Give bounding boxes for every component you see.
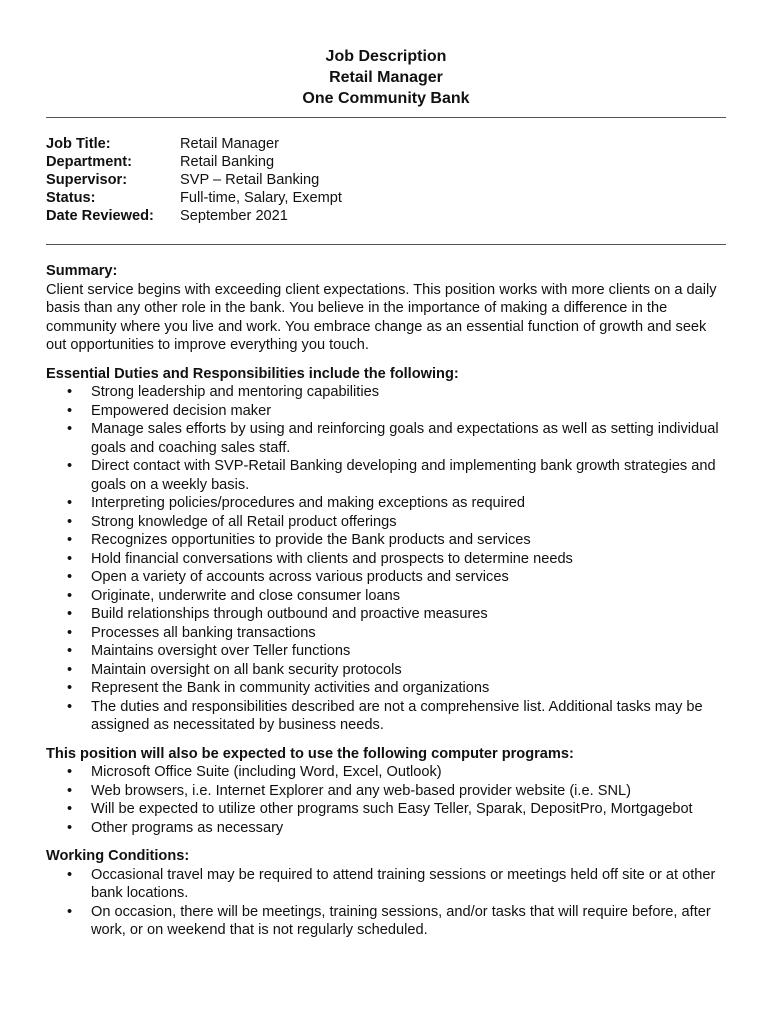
field-row-job-title: [46, 135, 726, 153]
field-value: SVP – Retail Banking: [180, 172, 320, 188]
programs-list: [46, 763, 726, 837]
list-item: • Strong knowledge of all Retail product offerings: [46, 513, 726, 532]
duties-section: [46, 365, 726, 735]
field-row-supervisor: [46, 171, 726, 189]
programs-section: [46, 745, 726, 838]
field-row-department: [46, 153, 726, 171]
list-item: • Maintains oversight over Teller functions: [46, 642, 726, 661]
list-item: • The duties and responsibilities described are not a comprehensive list. Additional tasks may be assigned as necessitated by business needs.: [46, 698, 726, 735]
list-item: • Recognizes opportunities to provide the Bank products and services: [46, 531, 726, 550]
list-item: • Occasional travel may be required to attend training sessions or meetings held off site or at other bank locations.: [46, 866, 726, 903]
bank-name: One Community Bank: [302, 90, 470, 107]
list-item: • Hold financial conversations with clients and prospects to determine needs: [46, 550, 726, 569]
field-value: Retail Manager: [180, 136, 279, 152]
duties-list: [46, 383, 726, 735]
position-title: Retail Manager: [329, 69, 443, 86]
field-label: Supervisor:: [46, 172, 128, 188]
field-row-status: [46, 189, 726, 207]
field-label: Job Title:: [46, 136, 111, 152]
list-item: • Other programs as necessary: [46, 819, 726, 838]
field-row-date-reviewed: [46, 207, 726, 225]
list-item: • Direct contact with SVP-Retail Banking developing and implementing bank growth strategies and goals on a weekly basis.: [46, 457, 726, 494]
duties-heading: Essential Duties and Responsibilities include the following:: [46, 365, 459, 382]
list-item: • Will be expected to utilize other programs such Easy Teller, Sparak, DepositPro, Mortgagebot: [46, 800, 726, 819]
conditions-section: [46, 847, 726, 940]
conditions-heading: Working Conditions:: [46, 848, 190, 864]
field-value: Full-time, Salary, Exempt: [180, 190, 342, 206]
list-item: • Web browsers, i.e. Internet Explorer and any web-based provider website (i.e. SNL): [46, 782, 726, 801]
list-item: • Represent the Bank in community activities and organizations: [46, 679, 726, 698]
summary-text: Client service begins with exceeding client expectations. This position works with more clients on a daily basis than any other role in the bank. You believe in the importance of making a difference in the community where you live and work. You embrace change as an essential function of growth and seek out opportunities to improve everything you touch.: [46, 281, 717, 353]
job-fields: [46, 135, 726, 225]
list-item: • Interpreting policies/procedures and making exceptions as required: [46, 494, 726, 513]
list-item: • Maintain oversight on all bank security protocols: [46, 661, 726, 680]
list-item: • Microsoft Office Suite (including Word, Excel, Outlook): [46, 763, 726, 782]
list-item: • Strong leadership and mentoring capabilities: [46, 383, 726, 402]
field-value: Retail Banking: [180, 154, 275, 170]
list-item: • Build relationships through outbound and proactive measures: [46, 605, 726, 624]
field-label: Status:: [46, 190, 96, 206]
list-item: • Open a variety of accounts across various products and services: [46, 568, 726, 587]
document-title: Job Description: [325, 48, 447, 65]
summary-section: [46, 262, 726, 355]
fields-divider: [46, 244, 726, 245]
field-label: Date Reviewed:: [46, 208, 154, 224]
field-value: September 2021: [180, 208, 288, 224]
list-item: • Processes all banking transactions: [46, 624, 726, 643]
summary-heading: Summary:: [46, 263, 118, 279]
document-header: [46, 46, 726, 109]
conditions-list: [46, 866, 726, 940]
list-item: • Manage sales efforts by using and reinforcing goals and expectations as well as setting individual goals and coaching sales staff.: [46, 420, 726, 457]
list-item: • Originate, underwrite and close consumer loans: [46, 587, 726, 606]
header-divider: [46, 117, 726, 118]
list-item: • On occasion, there will be meetings, training sessions, and/or tasks that will require before, after work, or on weekend that is not regularly scheduled.: [46, 903, 726, 940]
programs-heading: This position will also be expected to use the following computer programs:: [46, 745, 574, 762]
job-description-page: [46, 46, 726, 940]
field-label: Department:: [46, 154, 132, 170]
list-item: • Empowered decision maker: [46, 402, 726, 421]
